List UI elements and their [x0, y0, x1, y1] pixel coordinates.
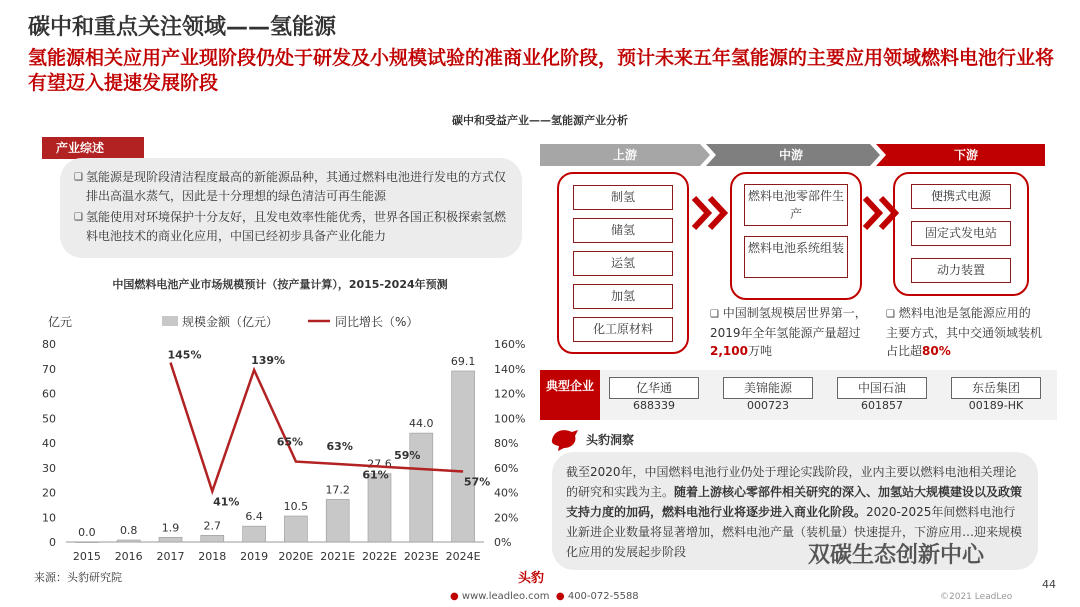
y-tick-label: 50	[42, 412, 56, 426]
y-tick-label: 0	[49, 536, 56, 549]
bar-value-label: 0.8	[119, 524, 138, 538]
bar-value-label: 17.2	[325, 483, 350, 497]
bar-value-label: 6.4	[245, 510, 263, 524]
company-card: 东岳集团 00189-HK	[951, 377, 1041, 413]
bar	[201, 535, 224, 542]
midstream-item: 燃料电池零部件生产	[744, 184, 848, 226]
downstream-note: ❑ 燃料电池是氢能源应用的主要方式，其中交通领域装机占比超80%	[886, 306, 1043, 358]
upstream-item: 制氢	[573, 185, 673, 210]
midstream-note: ❑ 中国制氢规模居世界第一，2019年全年氢能源产量超过2,100万吨	[710, 306, 867, 358]
legend-swatch-bar	[162, 316, 178, 326]
bar	[159, 537, 182, 542]
y-tick-label: 30	[42, 461, 56, 475]
bar	[284, 516, 307, 542]
leopard-logo-icon	[548, 426, 580, 452]
growth-label: 61%	[362, 468, 389, 482]
upstream-item: 化工原材料	[573, 317, 673, 342]
checkbox-icon: ❑	[710, 309, 719, 320]
footer-brand: 头豹	[518, 571, 545, 586]
y2-tick-label: 140%	[494, 362, 526, 376]
upstream-item: 储氢	[573, 218, 673, 243]
y-axis-label: 亿元	[48, 315, 73, 329]
globe-icon: ●	[450, 591, 459, 602]
phone-icon: ●	[555, 591, 565, 602]
y2-tick-label: 80%	[494, 437, 519, 450]
bar	[117, 540, 140, 542]
y-tick-label: 60	[42, 387, 56, 401]
checkbox-icon: ❑	[74, 172, 83, 183]
x-tick-label: 2019	[240, 550, 269, 563]
y2-tick-label: 40%	[494, 486, 519, 500]
downstream-item: 动力装置	[911, 258, 1011, 283]
bar-value-label: 0.0	[78, 526, 96, 539]
downstream-item: 固定式发电站	[911, 221, 1011, 246]
insight-title: 头豹洞察	[586, 433, 635, 447]
page-number: 44	[1042, 578, 1056, 591]
growth-label: 41%	[213, 495, 240, 509]
x-tick-label: 2017	[156, 550, 185, 563]
legend-label-bar: 规模金额（亿元）	[182, 315, 279, 329]
growth-label: 57%	[463, 475, 491, 489]
stage-label-downstream: 下游	[953, 148, 978, 162]
y2-tick-label: 0%	[494, 536, 512, 549]
chevron-right-icon	[692, 196, 732, 230]
checkbox-icon: ❑	[886, 309, 895, 320]
x-tick-label: 2023E	[403, 550, 439, 563]
bar-value-label: 44.0	[409, 417, 434, 431]
y2-tick-label: 20%	[494, 511, 519, 525]
bar	[368, 474, 391, 542]
summary-box	[60, 158, 522, 258]
bar	[75, 542, 98, 543]
y-tick-label: 70	[42, 362, 56, 376]
companies-label: 典型企业	[540, 370, 600, 420]
y-tick-label: 80	[42, 338, 56, 351]
y2-tick-label: 100%	[494, 412, 526, 426]
watermark-text: 双碳生态创新中心	[808, 543, 985, 568]
summary-tab: 产业综述	[42, 137, 144, 159]
growth-label: 59%	[394, 448, 421, 462]
x-tick-label: 2018	[198, 550, 227, 563]
legend-label-line: 同比增长（%）	[335, 315, 419, 329]
y-tick-label: 40	[42, 437, 56, 450]
upstream-item: 加氢	[573, 284, 673, 309]
stage-label-midstream: 中游	[778, 148, 803, 162]
growth-label: 145%	[167, 348, 202, 362]
x-tick-label: 2021E	[320, 550, 356, 563]
bar-value-label: 1.9	[161, 521, 180, 535]
market-size-chart	[22, 300, 526, 568]
company-card: 美锦能源 000723	[723, 377, 813, 413]
y2-tick-label: 120%	[494, 387, 526, 401]
footer-copyright: ©2021 LeadLeo	[940, 592, 1013, 602]
y2-tick-label: 60%	[494, 461, 519, 475]
company-card: 亿华通 688339	[609, 377, 699, 413]
x-tick-label: 2024E	[445, 550, 481, 563]
bar-value-label: 2.7	[203, 519, 222, 533]
upstream-item: 运氢	[573, 251, 673, 276]
bar-value-label: 10.5	[283, 500, 309, 514]
company-card: 中国石油 601857	[837, 377, 927, 413]
y-tick-label: 10	[42, 511, 56, 525]
downstream-item: 便携式电源	[911, 184, 1011, 209]
page-subtitle: 氢能源相关应用产业现阶段仍处于研发及小规模试验的准商业化阶段，预计未来五年氢能源的主要应用领域燃料电池行业将有望迈入提速发展阶段	[28, 47, 1055, 94]
midstream-item: 燃料电池系统组装	[744, 236, 848, 278]
x-tick-label: 2016	[114, 550, 143, 563]
y-tick-label: 20	[42, 486, 56, 500]
growth-label: 65%	[276, 435, 304, 449]
source-note: 来源：头豹研究院	[34, 571, 122, 584]
footer-contact: ● www.leadleo.com ● 400-072-5588	[450, 591, 639, 602]
chart-title: 中国燃料电池产业市场规模预计（按产量计算），2015-2024年预测	[112, 278, 448, 291]
growth-label: 63%	[326, 440, 353, 454]
x-tick-label: 2015	[72, 550, 101, 563]
insight-box: 截至2020年，中国燃料电池行业仍处于理论实践阶段，业内主要以燃料电池相关理论的研究和实践为主。随着上游核心零部件相关研究的深入、加氢站大规模建设以及政策支持力度的加码，燃料电池行业将逐步进入商业化阶段。2020-2025年间燃料电池行业新进企业数量将显著增加，燃料电池产量（装机量）快速提升，下游应用…迎来规模化应用的发展起步阶段	[552, 452, 1038, 570]
page-title: 碳中和重点关注领域——氢能源	[28, 15, 337, 40]
section-title: 碳中和受益产业——氢能源产业分析	[452, 114, 628, 127]
summary-bullet: ❑ 氢能使用对环境保护十分友好，且发电效率性能优秀，世界各国正积极探索氢燃料电池技术的商业化应用，中国已经初步具备产业化能力	[74, 208, 508, 246]
bar	[452, 371, 475, 542]
x-tick-label: 2022E	[362, 550, 397, 563]
bar-value-label: 69.1	[450, 354, 476, 368]
checkbox-icon: ❑	[74, 212, 83, 223]
stage-label-upstream: 上游	[612, 148, 637, 162]
bar	[326, 499, 349, 542]
bar-value-label: 27.6	[367, 457, 392, 471]
x-tick-label: 2020E	[278, 550, 314, 563]
bar	[243, 526, 266, 542]
growth-label: 139%	[251, 353, 286, 367]
y2-tick-label: 160%	[494, 338, 526, 351]
summary-bullet: ❑ 氢能源是现阶段清洁程度最高的新能源品种，其通过燃料电池进行发电的方式仅排出高温水蒸气，因此是十分理想的绿色清洁可再生能源	[74, 168, 508, 206]
